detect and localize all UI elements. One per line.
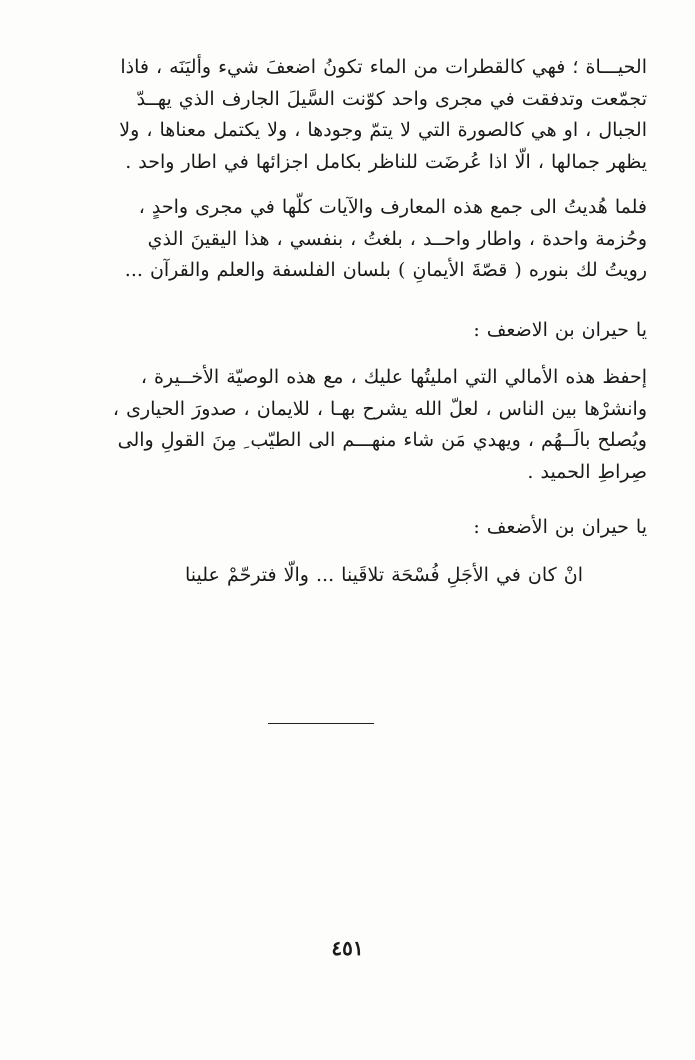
paragraph-line: فلما هُديتُ الى جمع هذه المعارف والآيات كلّها في مجرى واحدٍ ، xyxy=(138,196,647,218)
paragraph-3 xyxy=(47,362,647,488)
closing-paragraph xyxy=(43,560,583,592)
paragraph-line: إحفظ هذه الأمالي التي امليتُها عليك ، مع هذه الوصيّة الأخــيرة ، xyxy=(140,366,647,388)
paragraph-line: تجمّعت وتدفقت في مجرى واحد كوّنت السَّيلَ الجارف الذي يهــدّ xyxy=(136,87,647,110)
paragraph-line: ويُصلح بالَــهُم ، ويهدي مَن شاء منهـــم الى الطيّب ِ مِنَ القولِ والى xyxy=(117,429,647,451)
paragraph-2 xyxy=(47,192,647,287)
paragraph-line: وانشرْها بين الناس ، لعلّ الله يشرح بهـا ، للايمان ، صدورَ الحيارى ، xyxy=(112,397,647,420)
closing-line: انْ كان في الأجَلِ فُسْحَة تلاقَينا ... والّا فترحّمْ علينا xyxy=(185,564,583,586)
address-line-2 xyxy=(47,512,647,544)
paragraph-1 xyxy=(47,52,647,178)
address-text: يا حيران بن الاضعف : xyxy=(473,319,647,341)
paragraph-line: الجبال ، او هي كالصورة التي لا يتمّ وجودها ، ولا يكتمل معناها ، ولا xyxy=(119,119,647,141)
paragraph-line: صِراطِ الحميد . xyxy=(527,460,647,483)
address-text: يا حيران بن الأضعف : xyxy=(473,516,647,538)
page-number: ٤٥١ xyxy=(331,936,364,960)
paragraph-line: رويتُ لك بنوره ( قصّةَ الأيمانِ ) بلسان الفلسفة والعلم والقرآن ... xyxy=(124,259,647,281)
paragraph-line: وحُزمة واحدة ، واطار واحــد ، بلغتُ ، بنفسي ، هذا اليقينَ الذي xyxy=(147,227,647,250)
paragraph-line: يظهر جمالها ، الّا اذا عُرضَت للناظر بكامل اجزائها في اطار واحد . xyxy=(125,150,647,173)
section-divider xyxy=(268,723,374,724)
paragraph-line: الحيـــاة ؛ فهي كالقطرات من الماء تكونُ اضعفَ شيء وأليَنَه ، فاذا xyxy=(120,56,647,78)
address-line-1 xyxy=(47,315,647,347)
